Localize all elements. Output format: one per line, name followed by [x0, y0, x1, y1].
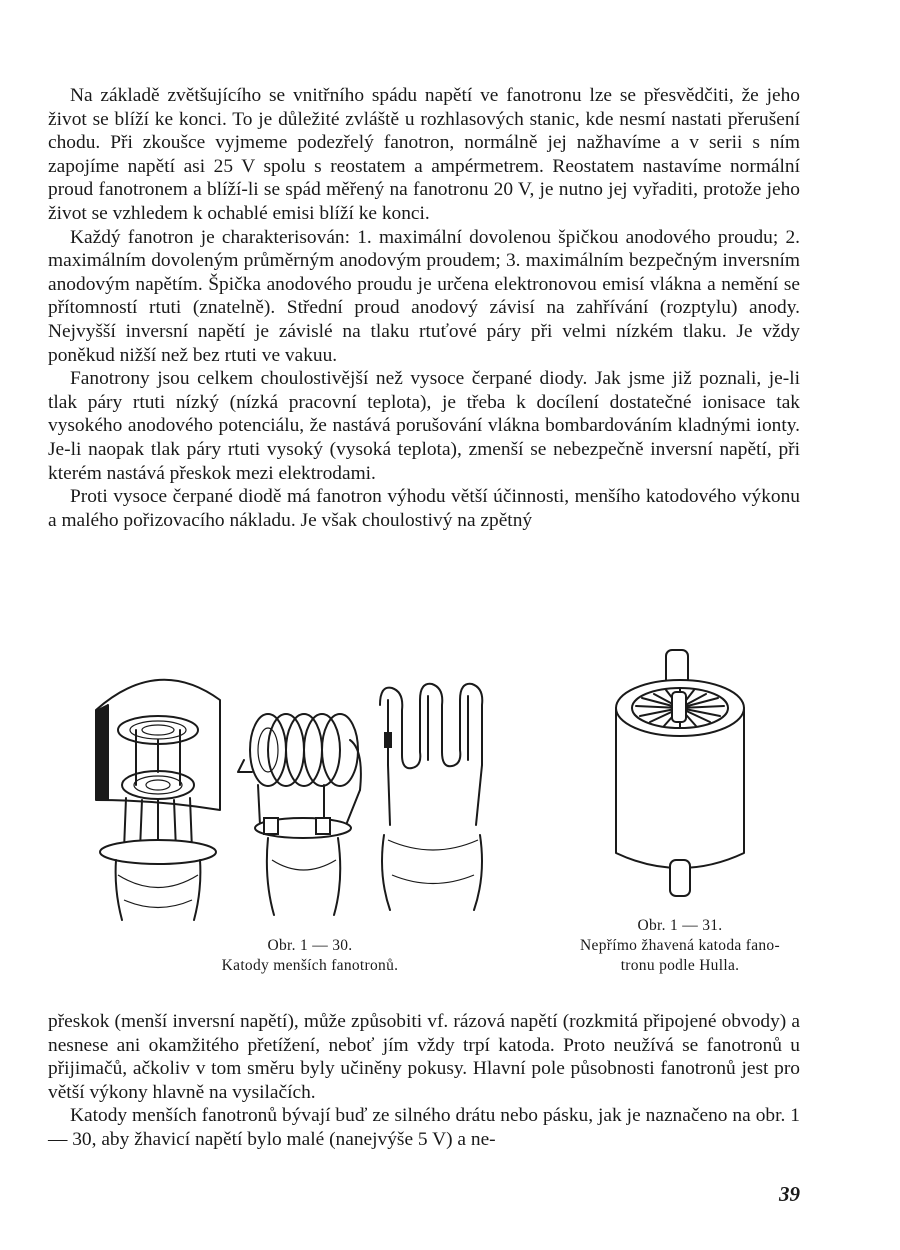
figure-30-caption-text: Katody menších fanotronů.	[221, 957, 399, 974]
text-block-top	[48, 84, 800, 532]
figure-30-caption-number: Obr. 1 — 30.	[267, 937, 353, 954]
paragraph: přeskok (menší inversní napětí), může způsobiti vf. rázová napětí (rozkmitá připojené obvody) a nesnese ani okamžitého přetížení, neboť jím vždy trpí katoda. Proto neužívá se fanotronů u přijimačů, ačkoliv v tom směru byly učiněny pokusy. Hlavní pole působnosti fanotronů jest pro větší výkony hlavně na vysilačích.	[48, 1011, 800, 1103]
cathode-disc-coil-drawing	[238, 714, 361, 915]
figure-31-caption	[550, 916, 810, 976]
figure-30-caption	[160, 936, 460, 976]
paragraph: Fanotrony jsou celkem choulostivější než vysoce čerpané diody. Jak jsme již poznali, je-li tlak páry rtuti nízký (nízká pracovní teplota), je třeba k docílení dostatečné ionisace tak vysokého anodového potenciálu, že nastává porušování vlákna bombardováním kladnými ionty. Je-li naopak tlak páry rtuti vysoký (vysoká teplota), zmenší se nebezpečně inversní napětí, při kterém nastává přeskok mezi elektrodami.	[48, 368, 800, 484]
cathode-cylinder-drawing	[96, 680, 220, 920]
paragraph: Každý fanotron je charakterisován: 1. maximální dovolenou špičkou anodového proudu; 2. maximálním dovoleným průměrným anodovým proudem; 3. maximálním bezpečným inversním anodovým napětím. Špička anodového proudu je určena elektronovou emisí vlákna a nemění se přítomností rtuti (znatelně). Střední proud anodový závisí na zahřívání (rozptylu) anody. Nejvyšší inversní napětí je závislé na tlaku rtuťové páry při velmi nízkém tlaku. Je vždy poněkud nižší než bez rtuti ve vakuu.	[48, 226, 800, 366]
paragraph: Na základě zvětšujícího se vnitřního spádu napětí ve fanotronu lze se přesvědčiti, že jeho život se blíží ke konci. To je důležité zvláště u rozhlasových stanic, kde nesmí nastati přerušení chodu. Při zkoušce vyjmeme podezřelý fanotron, normálně jej nažhavíme a v serii s ním zapojíme napětí asi 25 V spolu s reostatem a ampérmetrem. Reostatem nastavíme normální proud fanotronem a blíží-li se spád měřený na fanotronu 20 V, je nutno jej vyřaditi, protože jeho život se vzhledem k ochablé emisi blíží ke konci.	[48, 85, 800, 224]
paragraph: Katody menších fanotronů bývají buď ze silného drátu nebo pásku, jak je naznačeno na obr. 1 — 30, aby žhavicí napětí bylo malé (nanejvýše 5 V) a ne-	[48, 1105, 800, 1150]
figure-31-cathode-illustration	[600, 648, 760, 900]
page-number: 39	[779, 1182, 800, 1206]
paragraph: Proti vysoce čerpané diodě má fanotron výhodu větší účinnosti, menšího katodového výkonu a malého pořizovacího nákladu. Je však choulostivý na zpětný	[48, 486, 800, 531]
figure-30-cathodes-illustration	[88, 660, 488, 930]
cathode-folded-ribbon-drawing	[380, 684, 482, 910]
figure-31-caption-text-line2: tronu podle Hulla.	[620, 957, 740, 974]
figure-31-caption-number: Obr. 1 — 31.	[637, 917, 723, 934]
text-block-bottom	[48, 1010, 800, 1152]
figure-31-caption-text-line1: Nepřímo žhavená katoda fano-	[580, 937, 780, 954]
